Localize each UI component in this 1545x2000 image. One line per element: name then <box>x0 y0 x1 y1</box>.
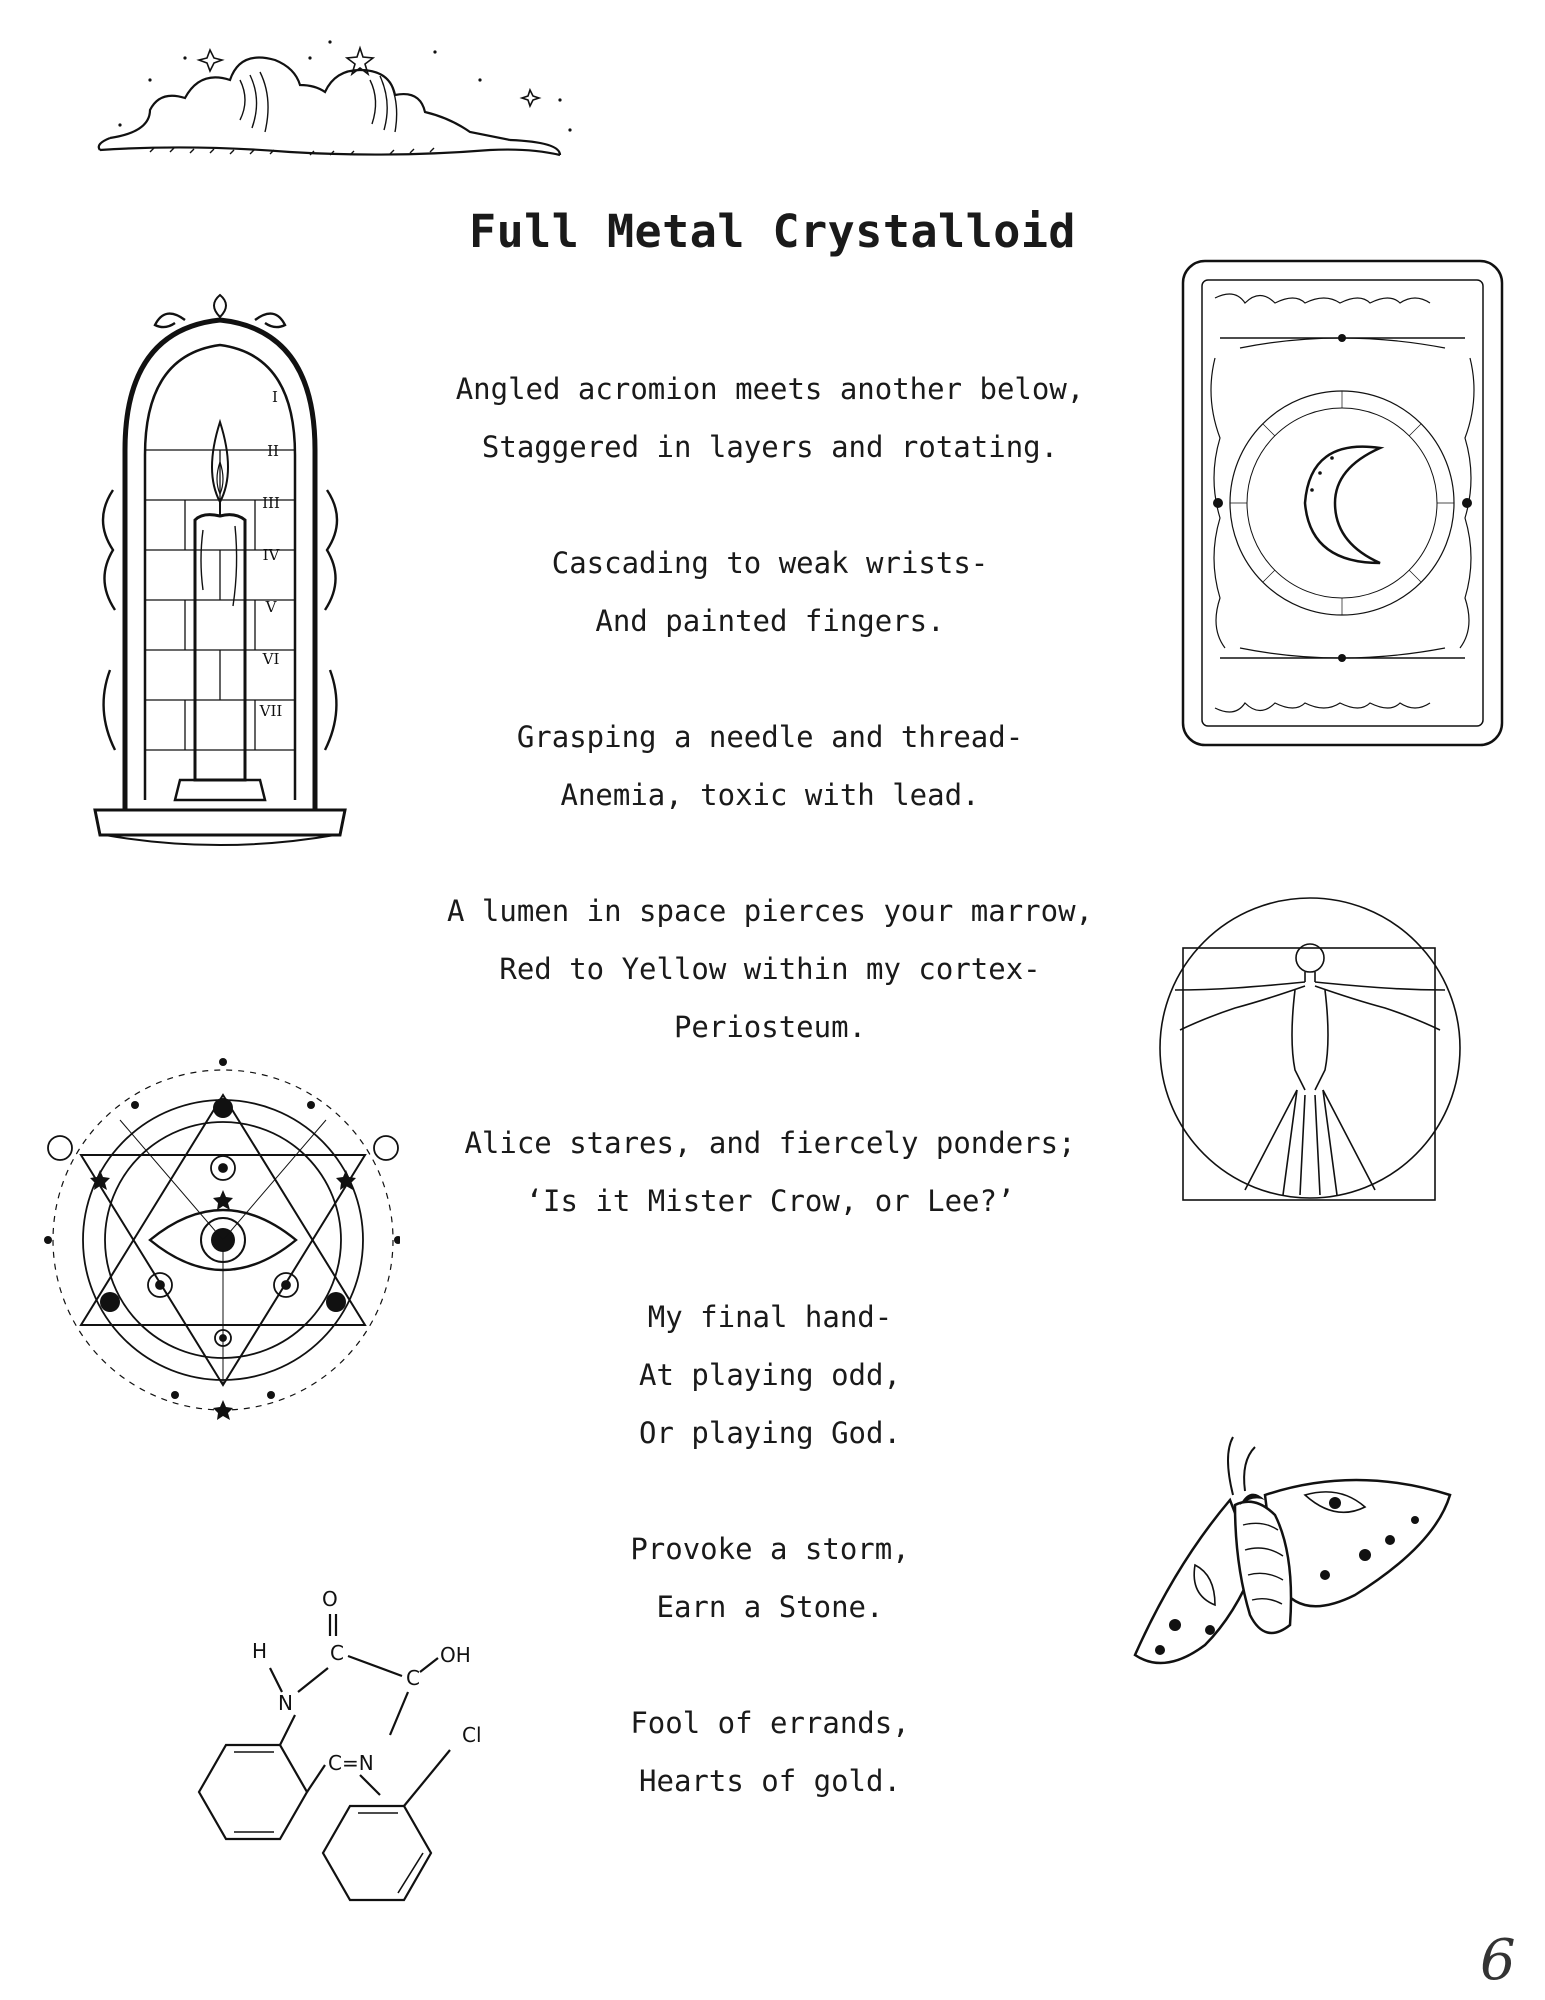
molecule-label: O <box>322 1587 338 1611</box>
poem-title: Full Metal Crystalloid <box>468 205 1077 258</box>
poem-line: And painted fingers. <box>595 604 945 638</box>
crescent-moon-icon <box>1305 447 1380 563</box>
poem-line: ‘Is it Mister Crow, or Lee?’ <box>525 1184 1015 1218</box>
stanza <box>360 1114 1180 1230</box>
poem-line: Provoke a storm, <box>630 1532 910 1566</box>
stanza <box>360 534 1180 650</box>
clock-numeral: VI <box>262 650 280 668</box>
poem-line: Or playing God. <box>639 1416 901 1450</box>
poem-line: Cascading to weak wrists- <box>551 546 989 580</box>
tarot-card-illustration <box>1180 258 1505 748</box>
clock-numeral: V <box>265 598 277 616</box>
stanza <box>360 1694 1180 1810</box>
clock-numeral: VII <box>259 702 283 720</box>
molecule-label: C <box>330 1641 344 1665</box>
molecule-label: OH <box>440 1643 471 1667</box>
poem-line: Earn a Stone. <box>656 1590 884 1624</box>
molecule-label: N <box>278 1691 293 1715</box>
poem-line: Hearts of gold. <box>639 1764 901 1798</box>
poem-line: A lumen in space pierces your marrow, <box>446 894 1093 928</box>
clock-numeral: II <box>267 442 279 460</box>
poem-line: Anemia, toxic with lead. <box>560 778 980 812</box>
poem-line: Periosteum. <box>673 1010 867 1044</box>
page-number: 6 <box>1480 1928 1516 1993</box>
candle-frame-illustration <box>85 290 355 850</box>
poem-line: Grasping a needle and thread- <box>516 720 1024 754</box>
poem-line: My final hand- <box>647 1300 893 1334</box>
sacred-geometry-eye-illustration <box>40 1040 400 1440</box>
poem-line: Alice stares, and fiercely ponders; <box>464 1126 1076 1160</box>
clock-numeral: I <box>272 388 278 406</box>
stanza <box>360 708 1180 824</box>
molecule-label: C <box>406 1666 420 1690</box>
benzene-ring-left <box>199 1745 307 1839</box>
poem-line: Fool of errands, <box>630 1706 910 1740</box>
stanza <box>360 882 1180 1056</box>
molecule-label: H <box>252 1639 268 1663</box>
molecule-label: Cl <box>462 1723 482 1747</box>
poem-line: Angled acromion meets another below, <box>455 372 1085 406</box>
cloud-stars-illustration <box>90 40 610 180</box>
stanza <box>360 1288 1180 1462</box>
stanza <box>360 1520 1180 1636</box>
molecule-label: C=N <box>328 1751 374 1775</box>
clock-numeral: III <box>262 494 280 512</box>
vitruvian-man-illustration <box>1155 890 1465 1210</box>
clock-numeral: IV <box>262 546 280 564</box>
poem-line: Staggered in layers and rotating. <box>481 430 1059 464</box>
poem-line: At playing odd, <box>639 1358 901 1392</box>
poem-line: Red to Yellow within my cortex- <box>499 952 1041 986</box>
poem-body <box>360 360 1180 1868</box>
stanza <box>360 360 1180 476</box>
